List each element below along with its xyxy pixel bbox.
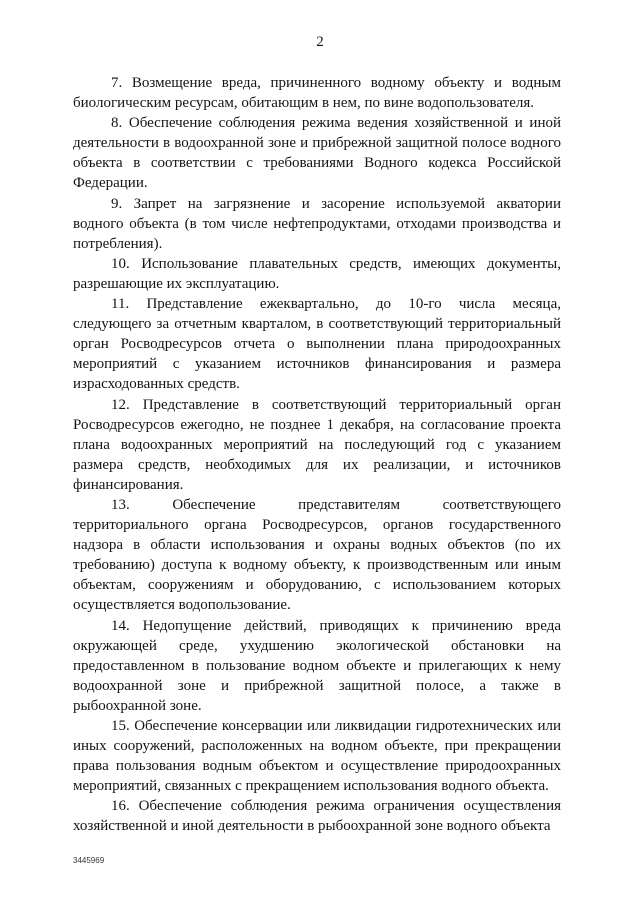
document-code: 3445969 xyxy=(73,856,105,865)
list-item-13: 13. Обеспечение представителям соответствующего территориального органа Росводресурсов, органов государственного надзора в области использования и охраны водных объектов (по их требованию) доступа к водному объекту, к производственным или иным объектам, сооружениям и оборудованию, с использованием которых осуществляется водопользование. xyxy=(73,496,561,614)
list-item-12: 12. Представление в соответствующий территориальный орган Росводресурсов ежегодно, не позднее 1 декабря, на согласование проекта плана водоохранных мероприятий на последующий год с указанием размера средств, необходимых для их реализации, и источников финансирования. xyxy=(73,396,561,493)
list-item-8: 8. Обеспечение соблюдения режима ведения хозяйственной и иной деятельности в водоохранной зоне и прибрежной защитной полосе водного объекта в соответствии с требованиями Водного кодекса Российской Федерации. xyxy=(73,115,561,192)
list-item-9: 9. Запрет на загрязнение и засорение используемой акватории водного объекта (в том числе нефтепродуктами, отходами производства и потребления). xyxy=(73,195,561,252)
page-number: 2 xyxy=(316,34,324,50)
list-item-7: 7. Возмещение вреда, причиненного водному объекту и водным биологическим ресурсам, обитающим в нем, по вине водопользователя. xyxy=(73,75,561,112)
list-item-10: 10. Использование плавательных средств, имеющих документы, разрешающие их эксплуатацию. xyxy=(73,255,561,292)
list-item-16: 16. Обеспечение соблюдения режима ограничения осуществления хозяйственной и иной деятельности в рыбоохранной зоне водного объекта xyxy=(73,798,561,835)
list-item-11: 11. Представление ежеквартально, до 10-го числа месяца, следующего за отчетным кварталом, в соответствующий территориальный орган Росводресурсов отчета о выполнении плана природоохранных мероприятий с указанием источников финансирования и размера израсходованных средств. xyxy=(73,296,561,393)
list-item-15: 15. Обеспечение консервации или ликвидации гидротехнических или иных сооружений, расположенных на водном объекте, при прекращении права пользования водным объектом и осуществление природоохранных мероприятий, связанных с прекращением использования водного объекта. xyxy=(73,718,561,795)
document-body xyxy=(73,73,561,837)
list-item-14: 14. Недопущение действий, приводящих к причинению вреда окружающей среде, ухудшению экологической обстановки на предоставленном в пользование водном объекте и прилегающих к нему водоохранной зоне и прибрежной защитной полосе, а также в рыбоохранной зоне. xyxy=(73,617,561,714)
